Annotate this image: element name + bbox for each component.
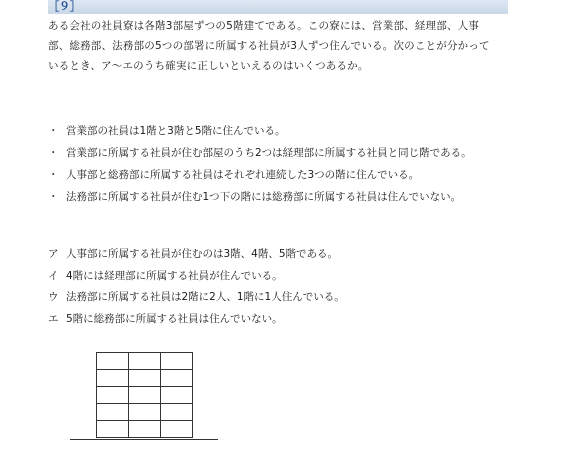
question-header-bar xyxy=(48,0,508,14)
option-e xyxy=(48,309,518,331)
room-cell xyxy=(97,421,129,438)
condition-bullet: ・ xyxy=(48,191,59,203)
condition-text: 人事部と総務部に所属する社員はそれぞれ連続した3つの階に住んでいる。 xyxy=(66,169,420,181)
room-cell xyxy=(129,370,161,387)
room-cell xyxy=(161,370,193,387)
option-label: ア xyxy=(48,248,59,260)
room-cell xyxy=(129,353,161,370)
question-intro xyxy=(48,16,518,76)
dormitory-floor-grid xyxy=(96,352,193,438)
question-number: ［９］ xyxy=(48,0,81,13)
room-cell xyxy=(97,387,129,404)
condition-item xyxy=(48,120,518,142)
condition-item xyxy=(48,142,518,164)
conditions-list xyxy=(48,120,518,208)
room-cell xyxy=(97,370,129,387)
option-a xyxy=(48,244,518,266)
option-text: 人事部に所属する社員が住むのは3階、4階、5階である。 xyxy=(66,248,339,260)
room-cell xyxy=(161,421,193,438)
room-cell xyxy=(129,387,161,404)
room-cell xyxy=(161,404,193,421)
room-cell xyxy=(161,387,193,404)
room-cell xyxy=(97,404,129,421)
condition-item xyxy=(48,164,518,186)
ground-line xyxy=(70,439,218,440)
condition-bullet: ・ xyxy=(48,147,59,159)
option-text: 4階には経理部に所属する社員が住んでいる。 xyxy=(66,269,283,282)
condition-bullet: ・ xyxy=(48,125,59,137)
options-list xyxy=(48,244,518,330)
option-label: エ xyxy=(48,312,59,325)
room-cell xyxy=(161,353,193,370)
room-cell xyxy=(129,404,161,421)
option-u xyxy=(48,287,518,309)
condition-bullet: ・ xyxy=(48,169,59,181)
option-label: イ xyxy=(48,269,59,282)
condition-text: 営業部に所属する社員が住む部屋のうち2つは経理部に所属する社員と同じ階である。 xyxy=(66,147,472,159)
room-cell xyxy=(129,421,161,438)
condition-text: 法務部に所属する社員が住む1つ下の階には総務部に所属する社員は住んでいない。 xyxy=(66,191,462,203)
option-text: 5階に総務部に所属する社員は住んでいない。 xyxy=(66,312,283,325)
option-text: 法務部に所属する社員は2階に2人、1階に1人住んでいる。 xyxy=(66,291,345,303)
option-i xyxy=(48,266,518,288)
intro-line: 部、総務部、法務部の5つの部署に所属する社員が3人ずつ住んでいる。次のことが分かって xyxy=(48,40,490,52)
condition-text: 営業部の社員は1階と3階と5階に住んでいる。 xyxy=(66,125,286,137)
intro-line: いるとき、ア～エのうち確実に正しいといえるのはいくつあるか。 xyxy=(48,60,369,72)
condition-item xyxy=(48,186,518,208)
intro-line: ある会社の社員寮は各階3部屋ずつの5階建てである。この寮には、営業部、経理部、人事 xyxy=(48,20,480,32)
room-cell xyxy=(97,353,129,370)
option-label: ウ xyxy=(48,291,59,303)
